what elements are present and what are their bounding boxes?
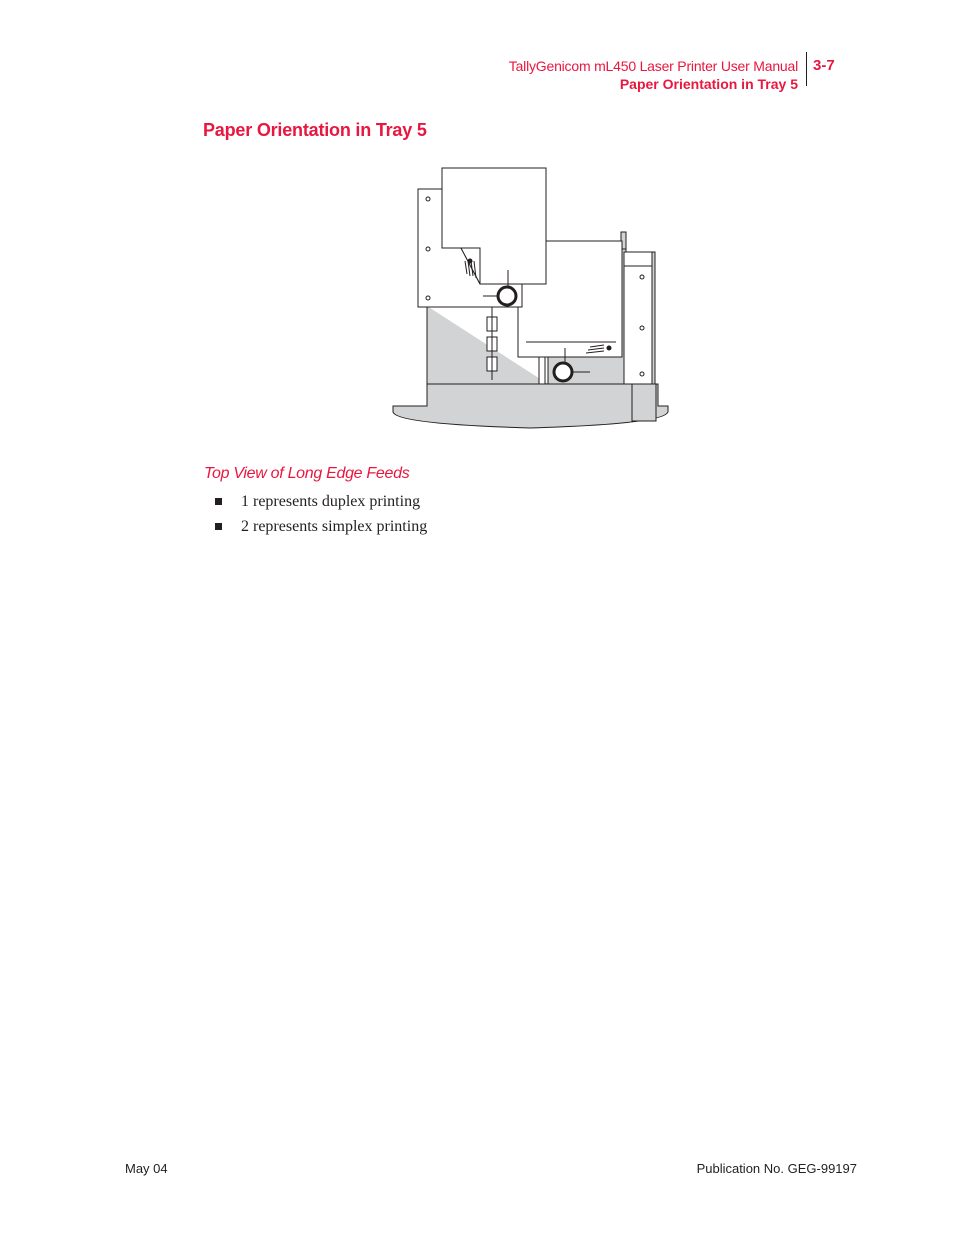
callout-1-marker (498, 287, 516, 305)
header-section-title: Paper Orientation in Tray 5 (619, 76, 798, 92)
list-item (215, 514, 427, 539)
figure-caption: Top View of Long Edge Feeds (204, 465, 410, 482)
tray-right-wall (624, 252, 652, 384)
header-divider (806, 52, 807, 86)
list-item (215, 489, 427, 514)
header-text (509, 57, 798, 93)
bullet-square-icon (215, 498, 222, 505)
section-heading: Paper Orientation in Tray 5 (203, 120, 427, 140)
tray-5-illustration (390, 166, 672, 430)
list-item-text: 2 represents simplex printing (241, 517, 428, 535)
manual-title: TallyGenicom mL450 Laser Printer User Manual (508, 58, 798, 74)
footer-publication: Publication No. GEG-99197 (696, 1161, 857, 1176)
page-number: 3-7 (813, 57, 835, 74)
legend-list (215, 489, 427, 539)
callout-2-marker (554, 363, 572, 381)
footer-date: May 04 (125, 1161, 168, 1176)
list-item-text: 1 represents duplex printing (241, 492, 421, 510)
tray-front-handle (393, 384, 668, 428)
bullet-square-icon (215, 523, 222, 530)
